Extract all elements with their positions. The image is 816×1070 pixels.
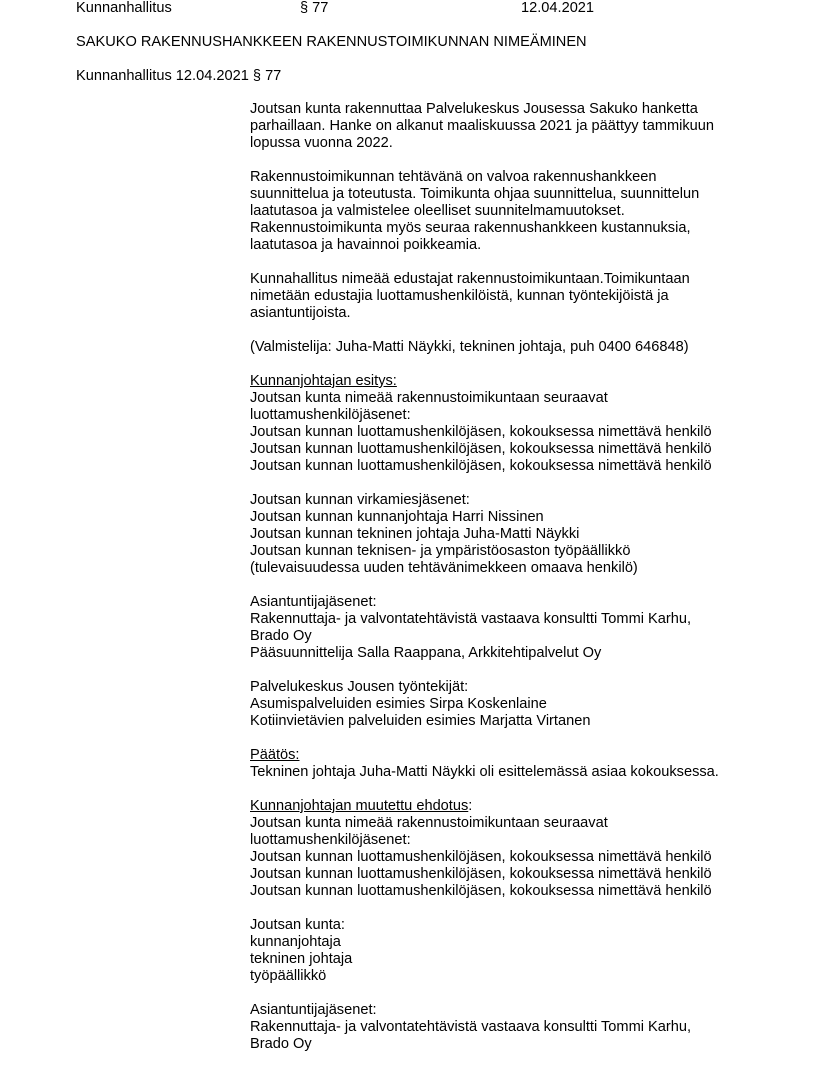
document-body (250, 101, 750, 1070)
paragraph (250, 798, 750, 900)
section-heading-suffix: : (468, 798, 473, 814)
text-line: Joutsan kunnan tekninen johtaja Juha-Matti Näykki (250, 526, 580, 542)
text-line: (Valmistelija: Juha-Matti Näykki, tekninen johtaja, puh 0400 646848) (250, 339, 689, 355)
text-line: asiantuntijoista. (250, 305, 351, 321)
meeting-line: Kunnanhallitus 12.04.2021 § 77 (76, 68, 282, 84)
document-header (76, 0, 776, 17)
text-line: Brado Oy (250, 628, 312, 644)
paragraph (250, 1002, 750, 1053)
text-line: Joutsan kunta rakennuttaa Palvelukeskus Jousessa Sakuko hanketta (250, 101, 698, 117)
text-line: Asiantuntijajäsenet: (250, 1002, 377, 1018)
text-line: laatutasoa ja havainnoi poikkeamia. (250, 237, 482, 253)
section-heading-text: Kunnanjohtajan esitys: (250, 373, 397, 389)
section-heading (250, 747, 750, 764)
text-line: Brado Oy (250, 1036, 312, 1052)
header-organization: Kunnanhallitus (76, 0, 172, 16)
text-line: Joutsan kunnan luottamushenkilöjäsen, kokouksessa nimettävä henkilö (250, 458, 712, 474)
text-line: lopussa vuonna 2022. (250, 135, 393, 151)
text-line: Joutsan kunnan teknisen- ja ympäristöosaston työpäällikkö (250, 543, 631, 559)
text-line: kunnanjohtaja (250, 934, 341, 950)
text-line: luottamushenkilöjäsenet: (250, 832, 411, 848)
text-line: laatutasoa ja valmistelee oleelliset suunnitelmamuutokset. (250, 203, 625, 219)
text-line: Joutsan kunta: (250, 917, 345, 933)
paragraph (250, 917, 750, 985)
text-line: Joutsan kunnan luottamushenkilöjäsen, kokouksessa nimettävä henkilö (250, 866, 712, 882)
text-line: Joutsan kunnan luottamushenkilöjäsen, kokouksessa nimettävä henkilö (250, 441, 712, 457)
text-line: Rakennustoimikunta myös seuraa rakennushankkeen kustannuksia, (250, 220, 691, 236)
text-line: Pääsuunnittelija Salla Raappana, Arkkitehtipalvelut Oy (250, 645, 602, 661)
text-line: Joutsan kunnan virkamiesjäsenet: (250, 492, 470, 508)
text-line: Rakennuttaja- ja valvontatehtävistä vastaava konsultti Tommi Karhu, (250, 611, 692, 627)
section-heading (250, 373, 750, 390)
paragraph (250, 339, 750, 356)
paragraph (250, 373, 750, 475)
section-heading-text: Kunnanjohtajan muutettu ehdotus (250, 798, 469, 814)
text-line: nimetään edustajia luottamushenkilöistä, kunnan työntekijöistä ja (250, 288, 669, 304)
text-line: tekninen johtaja (250, 951, 353, 967)
text-line: Tekninen johtaja Juha-Matti Näykki oli esittelemässä asiaa kokouksessa. (250, 764, 719, 780)
text-line: työpäällikkö (250, 968, 327, 984)
paragraph (250, 101, 750, 152)
text-line: Joutsan kunnan luottamushenkilöjäsen, kokouksessa nimettävä henkilö (250, 849, 712, 865)
paragraph (250, 492, 750, 577)
header-section: § 77 (300, 0, 329, 16)
text-line: Asumispalveluiden esimies Sirpa Koskenlaine (250, 696, 547, 712)
text-line: Joutsan kunnan luottamushenkilöjäsen, kokouksessa nimettävä henkilö (250, 883, 712, 899)
text-line: suunnittelua ja toteutusta. Toimikunta ohjaa suunnittelua, suunnittelun (250, 186, 700, 202)
text-line: Rakennustoimikunnan tehtävänä on valvoa rakennushankkeen (250, 169, 657, 185)
paragraph (250, 747, 750, 781)
text-line: Joutsan kunnan kunnanjohtaja Harri Nissinen (250, 509, 544, 525)
text-line: Asiantuntijajäsenet: (250, 594, 377, 610)
paragraph (250, 594, 750, 662)
text-line: Rakennuttaja- ja valvontatehtävistä vastaava konsultti Tommi Karhu, (250, 1019, 692, 1035)
paragraph (250, 271, 750, 322)
text-line: parhaillaan. Hanke on alkanut maaliskuussa 2021 ja päättyy tammikuun (250, 118, 715, 134)
text-line: Joutsan kunta nimeää rakennustoimikuntaan seuraavat (250, 815, 608, 831)
paragraph (250, 169, 750, 254)
header-date: 12.04.2021 (521, 0, 595, 16)
text-line: Joutsan kunnan luottamushenkilöjäsen, kokouksessa nimettävä henkilö (250, 424, 712, 440)
section-heading-text: Päätös: (250, 747, 300, 763)
text-line: Palvelukeskus Jousen työntekijät: (250, 679, 469, 695)
paragraph (250, 679, 750, 730)
section-heading (250, 798, 750, 815)
text-line: (tulevaisuudessa uuden tehtävänimekkeen omaava henkilö) (250, 560, 638, 576)
text-line: luottamushenkilöjäsenet: (250, 407, 411, 423)
text-line: Kunnahallitus nimeää edustajat rakennustoimikuntaan.Toimikuntaan (250, 271, 690, 287)
document-title: SAKUKO RAKENNUSHANKKEEN RAKENNUSTOIMIKUNNAN NIMEÄMINEN (76, 34, 587, 50)
text-line: Joutsan kunta nimeää rakennustoimikuntaan seuraavat (250, 390, 608, 406)
text-line: Kotiinvietävien palveluiden esimies Marjatta Virtanen (250, 713, 591, 729)
